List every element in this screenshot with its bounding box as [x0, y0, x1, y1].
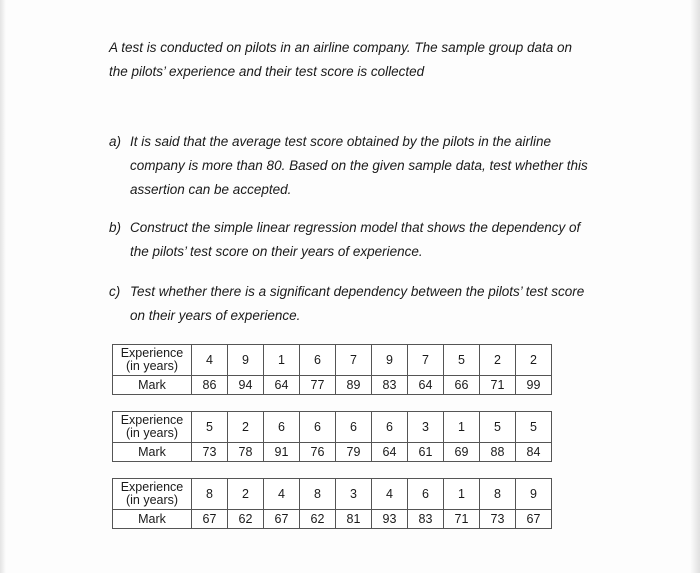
table-cell: 67: [516, 510, 552, 529]
table-cell: 5: [480, 412, 516, 443]
table-cell: 62: [300, 510, 336, 529]
data-table-1: [112, 344, 552, 395]
table-cell: 91: [264, 443, 300, 462]
table-row-experience: [113, 412, 552, 443]
table-row-experience: [113, 345, 552, 376]
question-b-text: Construct the simple linear regression model that shows the dependency of the pilots’ test score on their years of experience.: [130, 220, 581, 259]
table-cell: 5: [192, 412, 228, 443]
table-cell: 83: [408, 510, 444, 529]
table-cell: 69: [444, 443, 480, 462]
table-cell: 9: [372, 345, 408, 376]
table-cell: 6: [336, 412, 372, 443]
table-cell: 8: [300, 479, 336, 510]
row-label-experience: Experience (in years): [113, 479, 192, 510]
table-cell: 78: [228, 443, 264, 462]
data-table-2: [112, 411, 552, 462]
table-cell: 67: [192, 510, 228, 529]
table-cell: 79: [336, 443, 372, 462]
table-cell: 86: [192, 376, 228, 395]
table-cell: 4: [372, 479, 408, 510]
question-b-letter: b): [109, 220, 122, 235]
row-label-mark: Mark: [113, 510, 192, 529]
table-cell: 6: [408, 479, 444, 510]
table-cell: 2: [480, 345, 516, 376]
table-cell: 8: [192, 479, 228, 510]
question-c: [109, 280, 589, 328]
table-cell: 62: [228, 510, 264, 529]
table-cell: 1: [444, 479, 480, 510]
table-cell: 4: [192, 345, 228, 376]
table-cell: 6: [300, 345, 336, 376]
table-cell: 2: [228, 479, 264, 510]
table-cell: 93: [372, 510, 408, 529]
table-cell: 81: [336, 510, 372, 529]
table-cell: 5: [444, 345, 480, 376]
table-cell: 4: [264, 479, 300, 510]
row-label-experience: Experience (in years): [113, 412, 192, 443]
table-cell: 94: [228, 376, 264, 395]
table-cell: 2: [516, 345, 552, 376]
data-table-3: [112, 478, 552, 529]
table-cell: 73: [192, 443, 228, 462]
table-cell: 9: [516, 479, 552, 510]
question-c-letter: c): [109, 284, 121, 299]
intro-line-1: A test is conducted on pilots in an airline company. The sample group data on: [109, 40, 573, 55]
table-cell: 1: [264, 345, 300, 376]
row-label-experience: Experience (in years): [113, 345, 192, 376]
table-cell: 73: [480, 510, 516, 529]
question-b: [109, 216, 589, 264]
table-cell: 8: [480, 479, 516, 510]
row-label-mark: Mark: [113, 376, 192, 395]
question-c-text: Test whether there is a significant dependency between the pilots’ test score on their years of experience.: [130, 284, 585, 323]
question-a-letter: a): [109, 134, 122, 149]
table-cell: 66: [444, 376, 480, 395]
table-cell: 3: [408, 412, 444, 443]
table-cell: 67: [264, 510, 300, 529]
table-cell: 7: [336, 345, 372, 376]
table-cell: 6: [372, 412, 408, 443]
table-row-mark: [113, 510, 552, 529]
table-cell: 1: [444, 412, 480, 443]
table-cell: 71: [444, 510, 480, 529]
row-label-mark: Mark: [113, 443, 192, 462]
table-cell: 5: [516, 412, 552, 443]
table-cell: 99: [516, 376, 552, 395]
table-cell: 76: [300, 443, 336, 462]
intro-line-2: the pilots’ experience and their test score is collected: [109, 64, 425, 79]
table-cell: 83: [372, 376, 408, 395]
table-cell: 64: [264, 376, 300, 395]
table-cell: 6: [300, 412, 336, 443]
table-cell: 64: [372, 443, 408, 462]
table-cell: 77: [300, 376, 336, 395]
table-cell: 2: [228, 412, 264, 443]
table-cell: 89: [336, 376, 372, 395]
question-a-text: It is said that the average test score obtained by the pilots in the airline company is more than 80. Based on the given sample data, test whether this assertion can be accepted.: [130, 134, 588, 197]
table-cell: 71: [480, 376, 516, 395]
table-row-mark: [113, 443, 552, 462]
table-cell: 3: [336, 479, 372, 510]
question-a: [109, 130, 589, 202]
table-row-experience: [113, 479, 552, 510]
table-cell: 9: [228, 345, 264, 376]
table-cell: 64: [408, 376, 444, 395]
table-cell: 84: [516, 443, 552, 462]
table-row-mark: [113, 376, 552, 395]
table-cell: 88: [480, 443, 516, 462]
table-cell: 6: [264, 412, 300, 443]
intro-paragraph: [109, 36, 609, 84]
table-cell: 7: [408, 345, 444, 376]
table-cell: 61: [408, 443, 444, 462]
